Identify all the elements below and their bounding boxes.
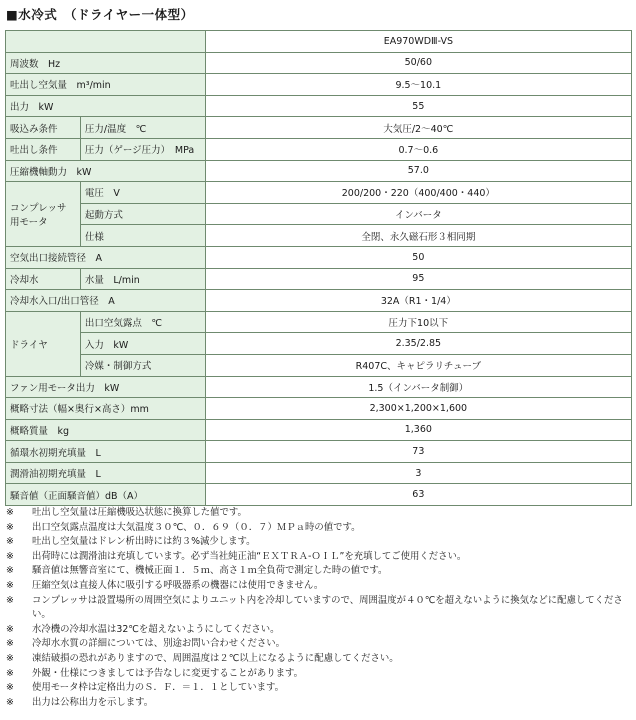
table-row [6,160,632,182]
note-text: 使用モータ枠は定格出力のＳ．Ｆ．＝１．１としています。 [32,682,285,694]
note-text: コンプレッサは設置場所の周囲空気によりユニット内を冷却していますので、周囲温度が４０℃を超えないように換気などに配慮してください。 [32,594,623,621]
row-label: 循環水初期充填量 L [6,441,206,463]
note-text: 出口空気露点温度は大気温度３０℃、０．６９（０．７）ＭＰａ時の値です。 [32,521,361,533]
note-mark: ※ [6,594,14,606]
row-label: 圧縮機軸動力 kW [6,160,206,182]
row-label: 出口空気露点 ℃ [80,311,205,333]
header-blank-cell [6,31,206,53]
row-value: 圧力下10以下 [205,311,631,333]
note-text: 水冷機の冷却水温は32℃を超えないようにしてください。 [32,623,280,635]
row-label: 冷媒・制御方式 [80,354,205,376]
table-row [6,52,632,74]
row-value: 1.5（インバータ制御） [205,376,631,398]
row-label: 圧力（ゲージ圧力） MPa [80,138,205,160]
row-group-label: ドライヤ [6,311,81,376]
note-mark: ※ [6,623,14,635]
note-mark: ※ [6,667,14,679]
table-row [6,182,632,204]
row-value: 200/200・220（400/400・440） [205,182,631,204]
row-value: 0.7～0.6 [205,138,631,160]
note-item [6,506,634,521]
row-label: 概略寸法（幅×奥行×高さ）mm [6,398,206,420]
row-label: ファン用モータ出力 kW [6,376,206,398]
note-text: 出力は公称出力を示します。 [32,696,154,708]
row-group-label: 吐出し条件 [6,138,81,160]
row-label: 水量 L/min [80,268,205,290]
row-value: 2,300×1,200×1,600 [205,398,631,420]
table-row [6,484,632,506]
note-item [6,550,634,565]
note-item [6,535,634,550]
note-mark: ※ [6,638,14,650]
notes-list [6,506,634,710]
row-label: 周波数 Hz [6,52,206,74]
note-item [6,652,634,667]
note-item [6,579,634,594]
note-item [6,667,634,682]
note-item [6,696,634,711]
note-mark: ※ [6,550,14,562]
row-label: 電圧 V [80,182,205,204]
note-item [6,681,634,696]
row-label: 冷却水入口/出口管径 A [6,290,206,312]
note-text: 吐出し空気量は圧縮機吸込状態に換算した値です。 [32,507,247,518]
note-mark: ※ [6,652,14,664]
table-row [6,462,632,484]
table-row [6,268,632,290]
row-value: 57.0 [205,160,631,182]
note-item [6,594,634,623]
row-label: 潤滑油初期充填量 L [6,462,206,484]
note-item [6,521,634,536]
row-value: 1,360 [205,419,631,441]
row-label: 入力 kW [80,333,205,355]
note-item [6,637,634,652]
row-value: 2.35/2.85 [205,333,631,355]
note-mark: ※ [6,507,14,518]
note-text: 出荷時には潤滑油は充填しています。必ず当社純正油“ＥＸＴＲＡ-ＯＩＬ”を充填してご使用ください。 [32,550,467,562]
table-row [6,354,632,376]
spec-table [5,30,632,506]
note-text: 外観・仕様につきましては予告なしに変更することがあります。 [32,667,303,679]
row-value: 大気圧/2～40℃ [205,117,631,139]
row-value: 3 [205,462,631,484]
row-label: 出力 kW [6,95,206,117]
note-mark: ※ [6,565,14,577]
note-text: 圧縮空気は直接人体に吸引する呼吸器系の機器には使用できません。 [32,579,324,591]
row-value: 55 [205,95,631,117]
table-row [6,311,632,333]
table-row [6,398,632,420]
note-mark: ※ [6,682,14,694]
table-row [6,333,632,355]
row-value: 9.5～10.1 [205,74,631,96]
note-mark: ※ [6,536,14,548]
note-mark: ※ [6,696,14,708]
row-value: R407C、キャピラリチューブ [205,354,631,376]
row-value: 95 [205,268,631,290]
row-group-label: コンプレッサ用モータ [6,182,81,247]
row-value: 32A（R1・1/4） [205,290,631,312]
row-value: 全閉、永久磁石形３相同期 [205,225,631,247]
row-value: 73 [205,441,631,463]
row-label: 仕様 [80,225,205,247]
note-mark: ※ [6,579,14,591]
row-value: 63 [205,484,631,506]
table-row [6,441,632,463]
page-title: ■水冷式 （ドライヤー一体型） [6,7,194,22]
row-group-label: 冷却水 [6,268,81,290]
note-text: 騒音値は無響音室にて、機械正面１．５ｍ、高さ１ｍ全負荷で測定した時の値です。 [32,565,388,577]
row-label: 空気出口接続管径 A [6,246,206,268]
row-label: 概略質量 kg [6,419,206,441]
row-label: 圧力/温度 ℃ [80,117,205,139]
row-group-label: 吸込み条件 [6,117,81,139]
row-label: 起動方式 [80,203,205,225]
table-row [6,95,632,117]
table-header-row [6,31,632,53]
table-row [6,419,632,441]
note-text: 凍結破損の恐れがありますので、周囲温度は２℃以上になるように配慮してください。 [32,652,399,664]
row-value: インバータ [205,203,631,225]
note-item [6,564,634,579]
table-row [6,246,632,268]
table-row [6,117,632,139]
row-label: 騒音値（正面騒音値）dB（A） [6,484,206,506]
note-item [6,623,634,638]
row-value: 50 [205,246,631,268]
table-row [6,74,632,96]
table-row [6,225,632,247]
note-mark: ※ [6,521,14,533]
table-row [6,376,632,398]
row-value: 50/60 [205,52,631,74]
note-text: 吐出し空気量はドレン析出時には約３%減少します。 [32,536,256,548]
row-label: 吐出し空気量 m³/min [6,74,206,96]
table-row [6,290,632,312]
model-name: EA970WDⅢ-VS [205,31,631,53]
table-row [6,203,632,225]
note-text: 冷却水水質の詳細については、別途お問い合わせください。 [32,638,285,650]
table-row [6,138,632,160]
